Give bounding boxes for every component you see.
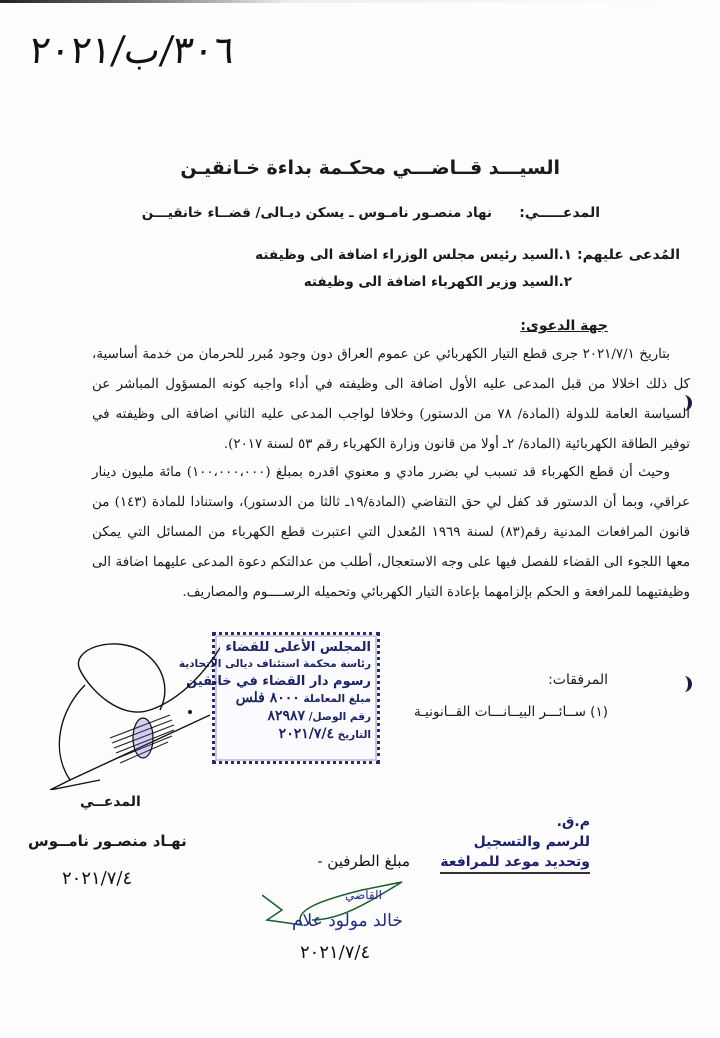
claim-paragraph-2: وحيث أن قطع الكهرباء قد تسبب لي بضرر مادي و معنوي اقدره بمبلغ (١٠٠،٠٠٠،٠٠٠) مائة مليون دينار عراقي، وبما أن الدستور قد كفل لي حق التقاضي (المادة/١٩ـ ثالثا من الدستور)، واستنادا للمادة (١٤٣) من قانون المرافعات المدنية رقم(٨٣) لسنة ١٩٦٩ المُعدل التي اعتبرت قطع الكهرباء من المسائل التي يمكن معها اللجوء الى القضاء للفصل فيها على وجه الاستعجال، أطلب من عدالتكم دعوة المدعى عليهما اضافة الى وظيفتيهما للمرافعة و الحكم بإلزامهما بإعادة التيار الكهربائي وتحميله الرســــوم والمصاريف. [92,465,690,600]
fee-stamp-line: التاريخ [337,729,371,741]
registration-handwritten-note: مبلغ الطرفين - [317,852,410,870]
fee-stamp-line: رسوم دار القضاء في خانقين [186,674,371,689]
fee-stamp-line: المجلس الأعلى للقضاء [225,640,371,655]
defendant-item-2: ٢.السيد وزير الكهرباء اضافة الى وظيفته [303,274,572,290]
signature-name: نهـاد منصـور نامــوس [28,832,187,850]
claim-paragraph-1: بتاريخ ٢٠٢١/٧/١ جرى قطع التيار الكهربائي عن عموم العراق دون وجود مُبرر للحرمان من خدمة أساسية، كل ذلك اخلالا من قبل المدعى عليه الأول اضافة الى وظيفته في أداء واجبه كونه المسؤول المباشر عن السياسة العامة للدولة (المادة/ ٧٨ من الدستور) وخلافا لواجب المدعى عليه الثاني اضافة الى وظيفته في توفير الطاقة الكهربائية (المادة/ ٢ـ أولا من قانون وزارة الكهرباء رقم ٥٣ لسنة ٢٠١٧). [92,347,690,452]
judge-name: خالد مولود علام [292,911,403,931]
registration-stamp-line: م.ق. [556,814,590,830]
fee-stamp-line: مبلغ المعاملة [303,693,371,705]
attachments-label: المرفقات: [548,672,608,688]
fee-stamp-line: رقم الوصل/ [308,711,371,723]
file-number: ٣٠٦/ب/٢٠٢١ [27,28,237,72]
scan-top-edge [0,0,720,3]
judge-title: القاضي [345,888,382,902]
margin-mark [680,395,692,411]
registration-stamp-line: وتحديد موعد للمرافعة [440,852,590,874]
signature-role: المدعــي [80,794,141,810]
receipt-number: ٨٢٩٨٧ [267,708,306,724]
margin-mark [680,676,692,692]
document-title: السيـــد قــاضـــي محكـمة بداءة خـانقيـن [180,157,560,179]
plaintiff-label: المدعـــــي: [519,205,600,221]
signature-date: ٢٠٢١/٧/٤ [62,868,133,889]
fee-stamp [178,632,380,764]
plaintiff-value: نهاد منصـور نامـوس ـ يسكن ديـالى/ قضــاء خانقيـــن [141,205,492,221]
claim-heading: جهة الدعوى: [520,318,608,334]
attachment-item-1: (١) ســائـــر البيــانـــات القــانونيـة [413,704,608,720]
registration-stamp-line: للرسم والتسجيل [473,834,590,850]
registration-stamp [420,812,590,874]
fee-amount: ٨٠٠٠ فلس [235,690,300,706]
plaintiff-signature [30,630,220,790]
defendants-label: المُدعى عليهم: [577,247,680,263]
defendant-item-1: ١.السيد رئيس مجلس الوزراء اضافة الى وظيفته [255,247,572,263]
judge-date: ٢٠٢١/٧/٤ [300,942,371,963]
fee-stamp-line: رئاسة محكمة استئناف ديالى الاتحادية [178,658,371,670]
fee-date: ٢٠٢١/٧/٤ [278,726,335,742]
